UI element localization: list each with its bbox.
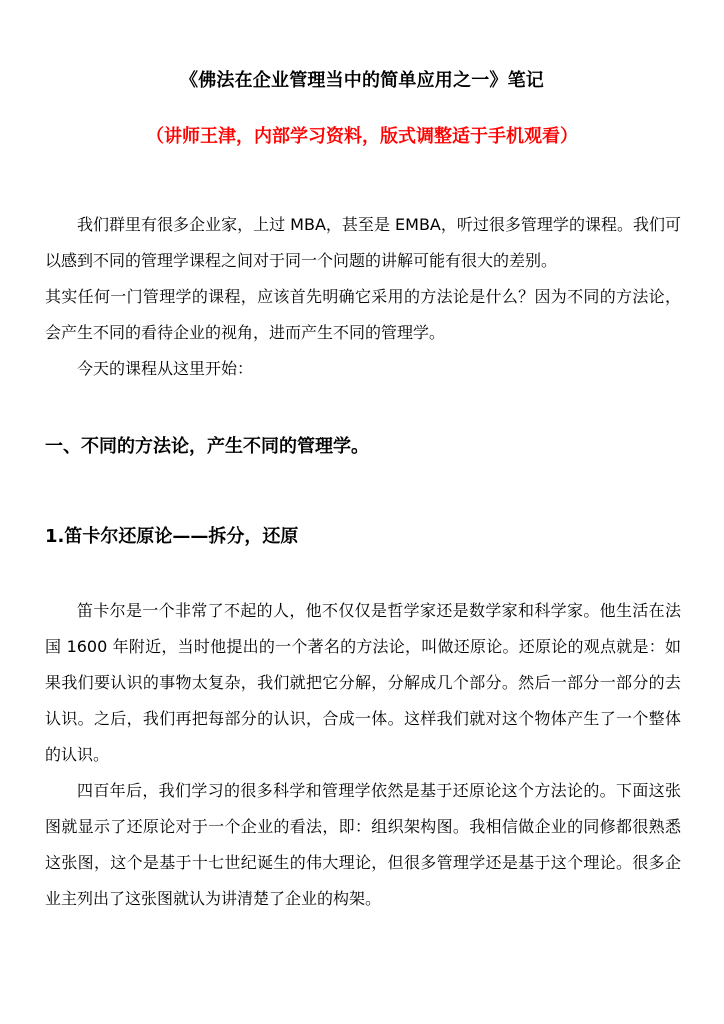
descartes-paragraph-2: 四百年后，我们学习的很多科学和管理学依然是基于还原论这个方法论的。下面这张图就显示了还原论对于一个企业的看法，即：组织架构图。我相信做企业的同修都很熟悉这张图，这个是基于十七世纪诞生的伟大理论，但很多管理学还是基于这个理论。很多企业主列出了这张图就认为讲清楚了企业的构架。 — [45, 781, 681, 908]
subsection-heading: 1.笛卡尔还原论——拆分，还原 — [45, 526, 299, 547]
document-title: 《佛法在企业管理当中的简单应用之一》笔记 — [180, 70, 544, 91]
descartes-paragraph-1: 笛卡尔是一个非常了不起的人，他不仅仅是哲学家还是数学家和科学家。他生活在法国 1600 年附近，当时他提出的一个著名的方法论，叫做还原论。还原论的观点就是：如果我们要认识的事物太复杂，我们就把它分解，分解成几个部分。然后一部分一部分的去认识。之后，我们再把每部分的认识，合成一体。这样我们就对这个物体产生了一个整体的认识。 — [45, 601, 681, 764]
intro-paragraph-2: 其实任何一门管理学的课程，应该首先明确它采用的方法论是什么？因为不同的方法论，会产生不同的看待企业的视角，进而产生不同的管理学。 — [45, 287, 681, 342]
intro-paragraph-1: 我们群里有很多企业家，上过 MBA，甚至是 EMBA，听过很多管理学的课程。我们可以感到不同的管理学课程之间对于同一个问题的讲解可能有很大的差别。 — [45, 215, 681, 270]
intro-paragraph-3: 今天的课程从这里开始： — [77, 359, 254, 378]
section-heading: 一、不同的方法论，产生不同的管理学。 — [45, 436, 369, 457]
document-subtitle: （讲师王津，内部学习资料，版式调整适于手机观看） — [146, 126, 578, 147]
